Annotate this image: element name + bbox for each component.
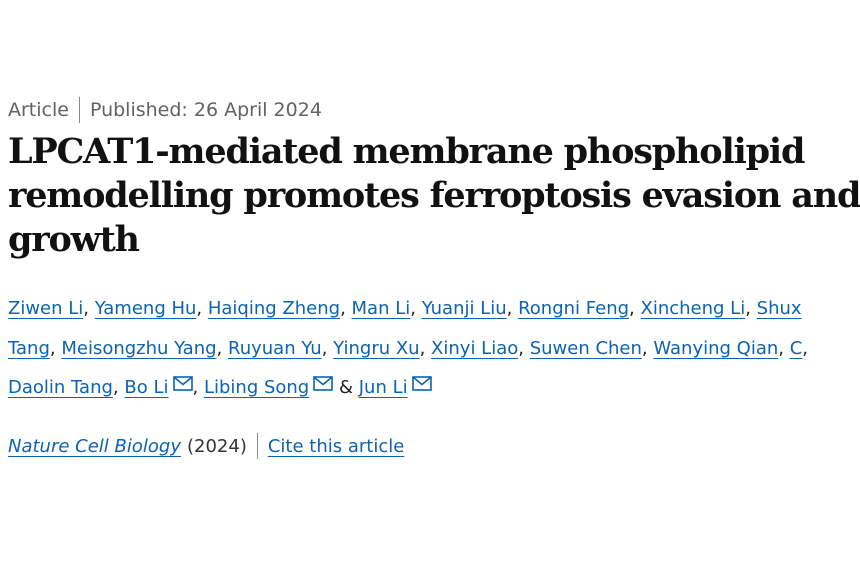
author-link[interactable]: Tang (8, 338, 50, 359)
author-link[interactable]: Suwen Chen (529, 338, 642, 359)
author-separator: , (778, 338, 790, 359)
author-separator: , (340, 298, 352, 319)
mail-icon[interactable] (412, 376, 432, 391)
title-line: LPCAT1-mediated membrane phospholipid (8, 131, 805, 172)
citation-line (8, 432, 404, 460)
cite-this-article-link[interactable]: Cite this article (267, 435, 405, 457)
author-link[interactable]: Libing Song (203, 377, 310, 398)
author-separator: , (112, 377, 125, 398)
author-link[interactable]: Man Li (351, 298, 411, 319)
meta-divider (79, 97, 80, 123)
author-separator: , (641, 338, 654, 359)
author-link[interactable]: Daolin Tang (8, 377, 113, 398)
article-title (8, 130, 860, 262)
mail-icon[interactable] (313, 376, 333, 391)
author-separator: , (192, 377, 204, 398)
author-separator: , (321, 338, 334, 359)
author-separator: , (49, 338, 62, 359)
author-link[interactable]: Wanying Qian (653, 338, 779, 359)
author-separator: , (196, 298, 208, 319)
author-link[interactable]: Yuanji Liu (421, 298, 507, 319)
author-separator: & (333, 377, 359, 398)
author-separator: , (745, 298, 757, 319)
author-list-line (8, 337, 808, 361)
author-separator: , (506, 298, 519, 319)
author-separator: , (216, 338, 228, 359)
author-separator: , (518, 338, 530, 359)
publication-year: (2024) (186, 435, 247, 457)
published-date: Published: 26 April 2024 (89, 99, 322, 121)
author-link[interactable]: Shux (756, 298, 802, 319)
article-meta (8, 96, 322, 124)
author-list-line (8, 297, 802, 321)
author-link[interactable]: Jun Li (358, 377, 408, 398)
author-link[interactable]: Ziwen Li (8, 298, 84, 319)
author-link[interactable]: Bo Li (124, 377, 169, 398)
author-link[interactable]: Rongni Feng (518, 298, 630, 319)
author-link[interactable]: Meisongzhu Yang (61, 338, 217, 359)
title-line: growth (8, 219, 139, 260)
author-separator: , (802, 338, 809, 359)
author-link[interactable]: Xinyi Liao (431, 338, 519, 359)
article-type-label: Article (8, 99, 69, 121)
journal-link[interactable]: Nature Cell Biology (8, 435, 181, 457)
author-separator: , (419, 338, 432, 359)
mail-icon[interactable] (173, 376, 193, 391)
author-link[interactable]: C (789, 338, 803, 359)
author-separator: , (83, 298, 95, 319)
author-separator: , (410, 298, 422, 319)
author-link[interactable]: Yameng Hu (94, 298, 197, 319)
author-separator: , (629, 298, 641, 319)
author-link[interactable]: Yingru Xu (333, 338, 420, 359)
author-link[interactable]: Xincheng Li (640, 298, 746, 319)
author-link[interactable]: Ruyuan Yu (228, 338, 322, 359)
title-line: remodelling promotes ferroptosis evasion and (8, 175, 860, 216)
author-list-line (8, 376, 432, 400)
citation-divider (257, 433, 258, 459)
author-link[interactable]: Haiqing Zheng (207, 298, 341, 319)
